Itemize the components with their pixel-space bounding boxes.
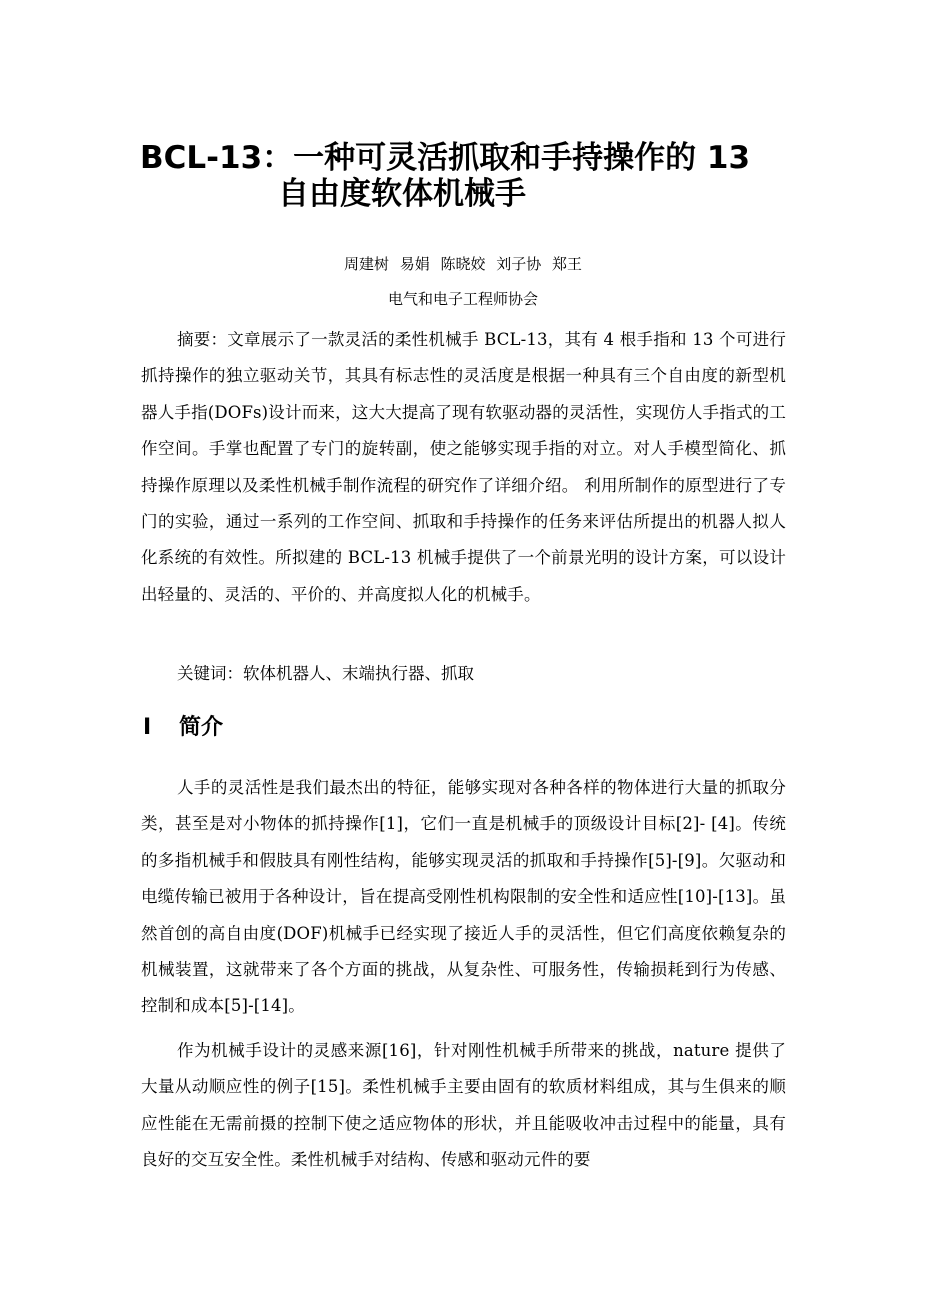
abstract-paragraph: 摘要：文章展示了一款灵活的柔性机械手 BCL-13，其有 4 根手指和 13 个可进行抓持操作的独立驱动关节，其具有标志性的灵活度是根据一种具有三个自由度的新型机器人手指(DOFs)设计而来，这大大提高了现有软驱动器的灵活性，实现仿人手指式的工作空间。手掌也配置了专门的旋转副，使之能够实现手指的对立。对人手模型简化、抓持操作原理以及柔性机械手制作流程的研究作了详细介绍。 利用所制作的原型进行了专门的实验，通过一系列的工作空间、抓取和手持操作的任务来评估所提出的机器人拟人化系统的有效性。所拟建的 BCL-13 机械手提供了一个前景光明的设计方案，可以设计出轻量的、灵活的、平价的、并高度拟人化的机械手。 xyxy=(141,330,786,604)
section-title: 简介 xyxy=(179,715,224,740)
intro-paragraph-1: 人手的灵活性是我们最杰出的特征，能够实现对各种各样的物体进行大量的抓取分类，甚至是对小物体的抓持操作[1]，它们一直是机械手的顶级设计目标[2]- [4]。传统的多指机械手和假肢具有刚性结构，能够实现灵活的抓取和手持操作[5]-[9]。欠驱动和电缆传输已被用于各种设计，旨在提高受刚性机构限制的安全性和适应性[10]-[13]。虽然首创的高自由度(DOF)机械手已经实现了接近人手的灵活性，但它们高度依赖复杂的机械装置，这就带来了各个方面的挑战，从复杂性、可服务性，传输损耗到行为传感、控制和成本[5]-[14]。 xyxy=(141,778,786,1016)
section-number: I xyxy=(143,715,152,740)
title-line-1: BCL-13：一种可灵活抓取和手持操作的 13 xyxy=(140,140,751,176)
intro-paragraph-2: 作为机械手设计的灵感来源[16]，针对刚性机械手所带来的挑战，nature 提供了大量从动顺应性的例子[15]。柔性机械手主要由固有的软质材料组成，其与生俱来的顺应性能在无需前摄的控制下使之适应物体的形状，并且能吸收冲击过程中的能量，具有良好的交互安全性。柔性机械手对结构、传感和驱动元件的要 xyxy=(141,1041,786,1170)
title-line-2: 自由度软体机械手 xyxy=(278,176,526,212)
paper-title xyxy=(140,140,800,212)
section-heading-intro xyxy=(143,711,223,745)
keywords-line: 关键词：软体机器人、末端执行器、抓取 xyxy=(177,664,474,683)
author-list: 周建树 易娟 陈晓姣 刘子协 郑王 xyxy=(343,255,583,273)
affiliation: 电气和电子工程师协会 xyxy=(387,290,538,308)
